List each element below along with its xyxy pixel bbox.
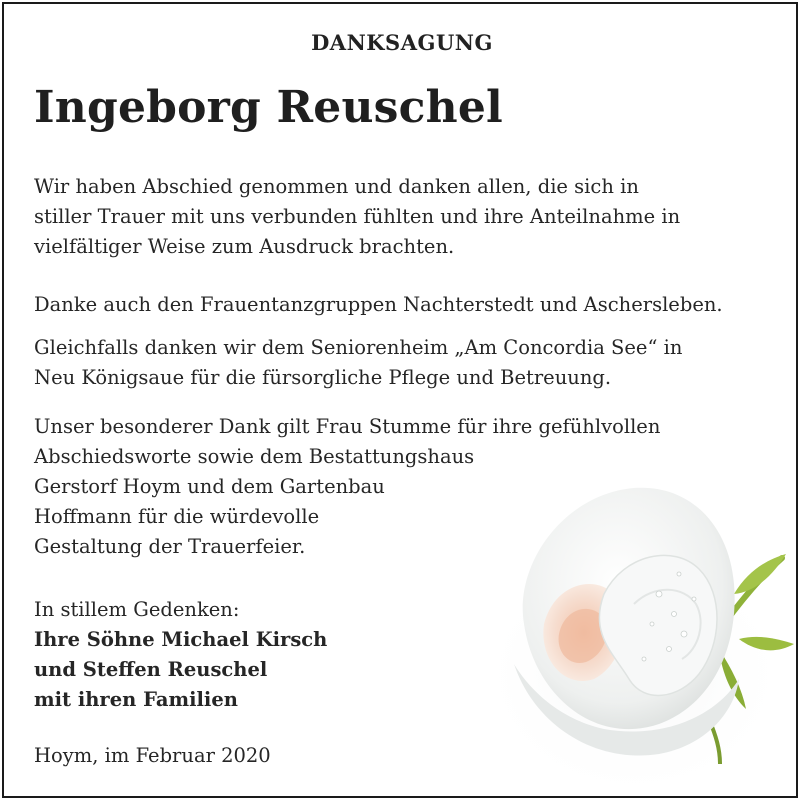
text-line: vielfältiger Weise zum Ausdruck brachten. <box>34 235 455 258</box>
text-line: Danke auch den Frauentanzgruppen Nachterstedt und Aschersleben. <box>34 293 723 316</box>
care-home-paragraph <box>34 333 682 393</box>
text-line: stiller Trauer mit uns verbunden fühlten und ihre Anteilnahme in <box>34 205 681 228</box>
signatory-line: und Steffen Reuschel <box>34 658 268 681</box>
notice-frame <box>2 2 798 798</box>
notice-heading: DANKSAGUNG <box>311 30 493 55</box>
text-line: Hoffmann für die würdevolle <box>34 505 320 528</box>
thanks-paragraph <box>34 172 680 262</box>
deceased-name: Ingeborg Reuschel <box>34 82 503 133</box>
place-date: Hoym, im Februar 2020 <box>34 744 271 767</box>
signatory-line: mit ihren Familien <box>34 688 238 711</box>
closing-block <box>34 595 327 715</box>
text-line: Gerstorf Hoym und dem Gartenbau <box>34 475 385 498</box>
closing-intro: In stillem Gedenken: <box>34 598 240 621</box>
text-line: Neu Königsaue für die fürsorgliche Pflege und Betreuung. <box>34 366 612 389</box>
dance-groups-paragraph <box>34 290 723 320</box>
text-line: Gleichfalls danken wir dem Seniorenheim „Am Concordia See“ in <box>34 336 683 359</box>
special-thanks-paragraph <box>34 412 660 562</box>
signatory-line: Ihre Söhne Michael Kirsch <box>34 628 328 651</box>
text-line: Gestaltung der Trauerfeier. <box>34 535 306 558</box>
text-line: Abschiedsworte sowie dem Bestattungshaus <box>34 445 475 468</box>
text-line: Unser besonderer Dank gilt Frau Stumme für ihre gefühlvollen <box>34 415 661 438</box>
text-line: Wir haben Abschied genommen und danken allen, die sich in <box>34 175 639 198</box>
